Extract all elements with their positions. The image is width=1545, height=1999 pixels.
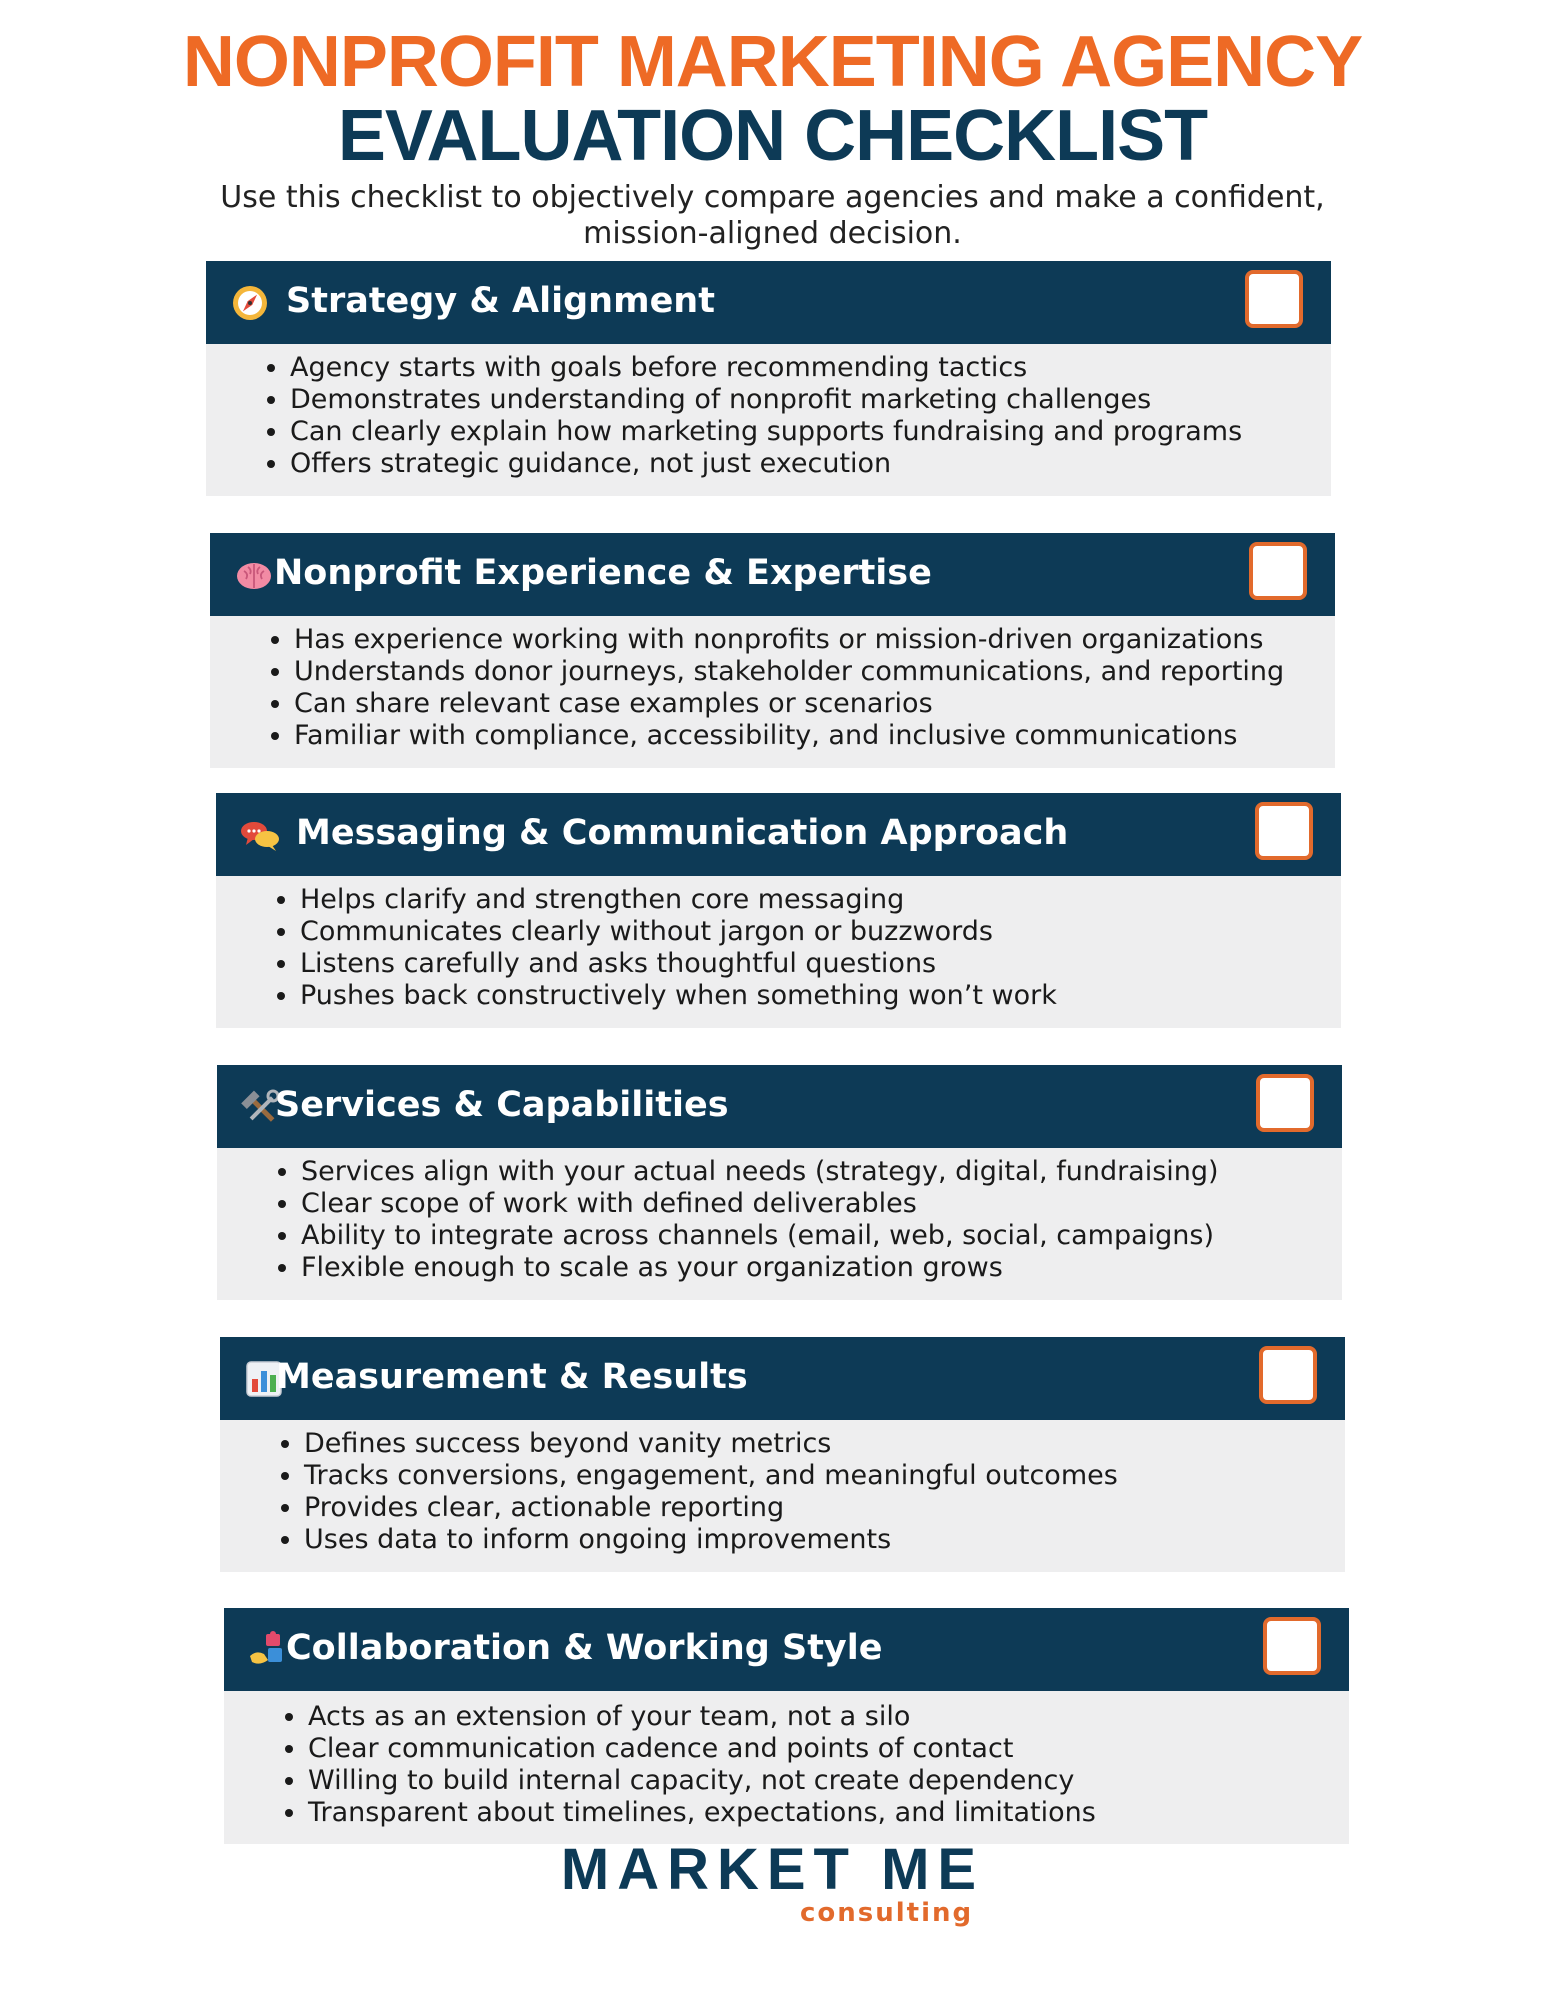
list-item: • Listens carefully and asks thoughtful questions — [300, 948, 1341, 980]
checklist — [260, 1428, 1345, 1556]
list-item: • Clear scope of work with defined deliverables — [301, 1188, 1342, 1220]
title-line-1: NONPROFIT MARKETING AGENCY — [182, 22, 1363, 102]
section-header — [217, 1065, 1342, 1148]
section-title: Strategy & Alignment — [286, 281, 715, 321]
section-strategy-alignment — [206, 261, 1331, 496]
section-header — [206, 261, 1331, 344]
subtitle-line-1: Use this checklist to objectively compare agencies and make a confident, — [220, 180, 1325, 215]
checklist — [256, 884, 1341, 1012]
checklist — [250, 624, 1335, 752]
section-body — [224, 1691, 1349, 1844]
section-messaging — [216, 793, 1341, 1028]
list-item: • Offers strategic guidance, not just execution — [290, 448, 1331, 480]
section-body — [216, 876, 1341, 1028]
list-item: • Clear communication cadence and points of contact — [308, 1733, 1349, 1765]
section-checkbox[interactable] — [1263, 1617, 1321, 1675]
checklist — [246, 352, 1331, 480]
list-item: • Helps clarify and strengthen core messaging — [300, 884, 1341, 916]
section-collaboration — [224, 1608, 1349, 1844]
brain-icon — [234, 555, 274, 595]
section-checkbox[interactable] — [1245, 270, 1303, 328]
list-item: • Acts as an extension of your team, not a silo — [308, 1701, 1349, 1733]
list-item: • Tracks conversions, engagement, and meaningful outcomes — [304, 1460, 1345, 1492]
compass-icon — [230, 283, 270, 323]
section-title: Nonprofit Experience & Expertise — [274, 553, 932, 593]
section-checkbox[interactable] — [1259, 1346, 1317, 1404]
speech-bubbles-icon — [240, 815, 280, 855]
puzzle-hands-icon — [248, 1630, 288, 1670]
checklist — [264, 1701, 1349, 1829]
section-title: Collaboration & Working Style — [286, 1628, 883, 1668]
section-measurement — [220, 1337, 1345, 1572]
section-title: Services & Capabilities — [275, 1085, 729, 1125]
list-item: • Willing to build internal capacity, not create dependency — [308, 1765, 1349, 1797]
list-item: • Defines success beyond vanity metrics — [304, 1428, 1345, 1460]
section-body — [217, 1148, 1342, 1300]
list-item: • Understands donor journeys, stakeholder communications, and reporting — [294, 656, 1335, 688]
section-checkbox[interactable] — [1255, 802, 1313, 860]
list-item: • Flexible enough to scale as your organization grows — [301, 1252, 1342, 1284]
list-item: • Can clearly explain how marketing supports fundraising and programs — [290, 416, 1331, 448]
title-line-2: EVALUATION CHECKLIST — [337, 96, 1208, 176]
brand-sub: consulting — [800, 1898, 974, 1928]
section-title: Measurement & Results — [276, 1357, 748, 1397]
section-checkbox[interactable] — [1249, 542, 1307, 600]
list-item: • Communicates clearly without jargon or buzzwords — [300, 916, 1341, 948]
section-body — [206, 344, 1331, 496]
list-item: • Uses data to inform ongoing improvements — [304, 1524, 1345, 1556]
list-item: • Provides clear, actionable reporting — [304, 1492, 1345, 1524]
list-item: • Demonstrates understanding of nonprofit marketing challenges — [290, 384, 1331, 416]
section-body — [220, 1420, 1345, 1572]
section-services — [217, 1065, 1342, 1300]
list-item: • Has experience working with nonprofits or mission-driven organizations — [294, 624, 1335, 656]
list-item: • Transparent about timelines, expectations, and limitations — [308, 1797, 1349, 1829]
list-item: • Pushes back constructively when something won’t work — [300, 980, 1341, 1012]
section-checkbox[interactable] — [1256, 1074, 1314, 1132]
brand-logo — [0, 1837, 1545, 1928]
section-body — [210, 616, 1335, 768]
subtitle-line-2: mission-aligned decision. — [583, 216, 962, 251]
subtitle — [200, 180, 1345, 252]
section-title: Messaging & Communication Approach — [296, 813, 1069, 853]
checklist — [257, 1156, 1342, 1284]
list-item: • Agency starts with goals before recommending tactics — [290, 352, 1331, 384]
section-header — [224, 1608, 1349, 1691]
section-header — [210, 533, 1335, 616]
list-item: • Services align with your actual needs (strategy, digital, fundraising) — [301, 1156, 1342, 1188]
section-header — [216, 793, 1341, 876]
brand-name: MARKET ME — [560, 1837, 985, 1902]
list-item: • Ability to integrate across channels (email, web, social, campaigns) — [301, 1220, 1342, 1252]
list-item: • Can share relevant case examples or scenarios — [294, 688, 1335, 720]
section-nonprofit-experience — [210, 533, 1335, 768]
section-header — [220, 1337, 1345, 1420]
list-item: • Familiar with compliance, accessibility, and inclusive communications — [294, 720, 1335, 752]
